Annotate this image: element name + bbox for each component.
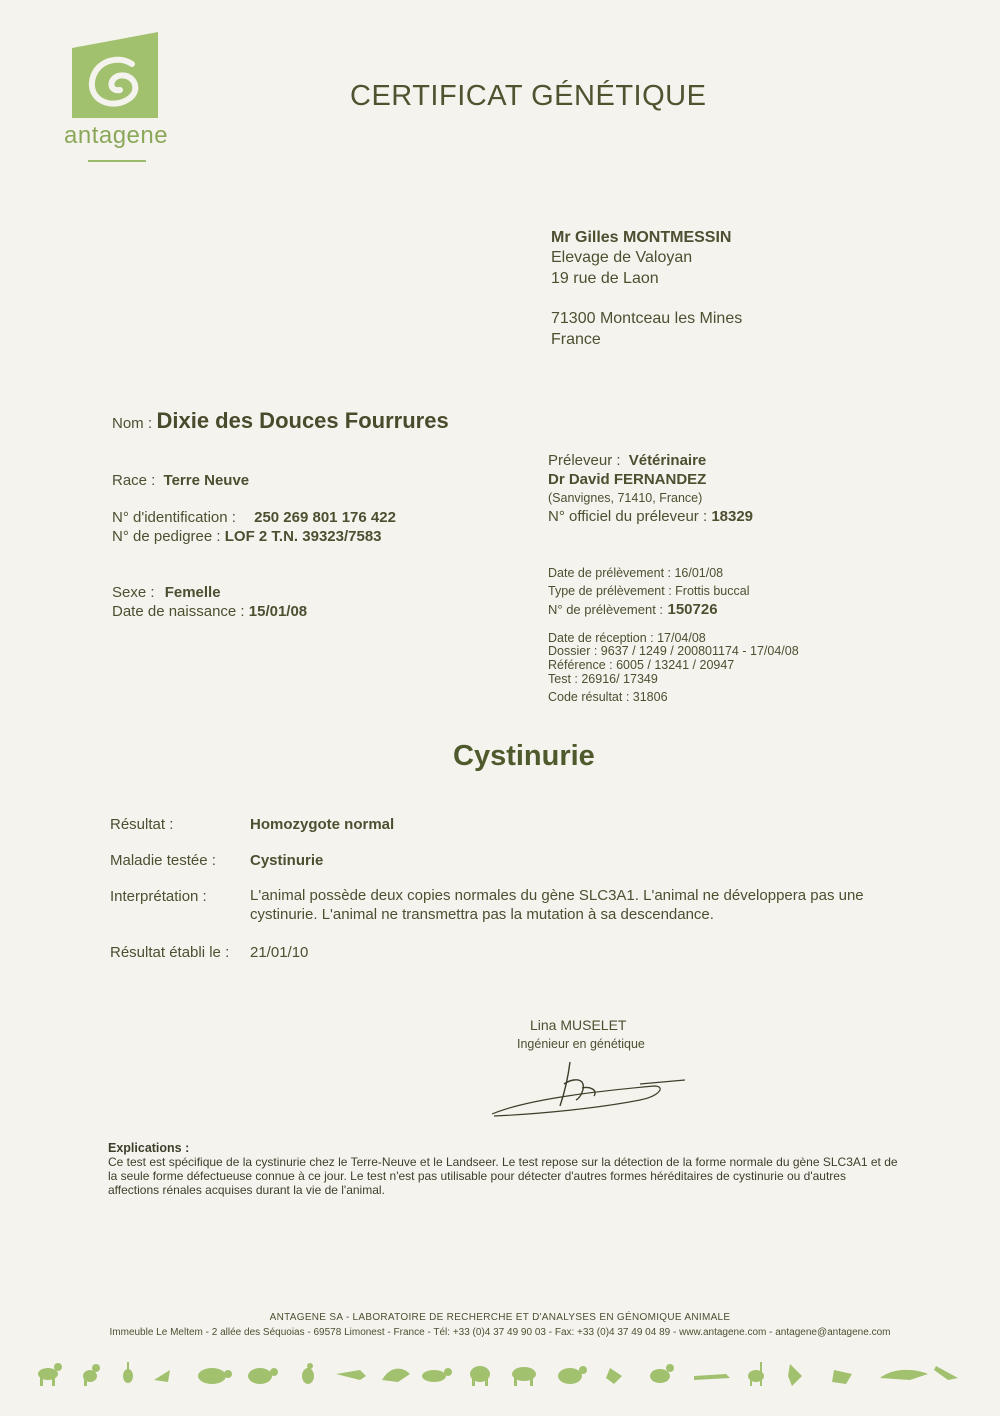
preleveur-label: Préleveur : [548, 452, 621, 469]
interpretation-line1: L'animal possède deux copies normales du gène SLC3A1. L'animal ne développera pas une [250, 887, 864, 904]
recipient-name-prefix: Mr Gilles [551, 229, 619, 246]
logo-underline [88, 160, 146, 162]
race-value: Terre Neuve [163, 472, 250, 489]
interpretation-label: Interprétation : [110, 888, 207, 905]
recipient-line3: 71300 Montceau les Mines [551, 310, 743, 327]
nom-label: Nom : [112, 415, 153, 432]
recipient-name [551, 229, 731, 247]
preleveur-officiel-row [548, 508, 753, 525]
etabli-value: 21/01/10 [250, 944, 309, 961]
preleveur-officiel-value: 18329 [711, 508, 754, 525]
explications-line3: affections rénales acquises durant la vie de l'animal. [108, 1183, 385, 1197]
sexe-value: Femelle [164, 584, 221, 601]
recipient-line1: Elevage de Valoyan [551, 249, 693, 266]
signature-icon [490, 1058, 690, 1124]
signatory-title: Ingénieur en génétique [517, 1037, 645, 1051]
animal-silhouettes-icon [30, 1356, 970, 1392]
test: Test : 26916/ 17349 [548, 672, 658, 686]
maladie-value: Cystinurie [250, 852, 324, 869]
race-row [112, 472, 249, 489]
preleveur-type: Vétérinaire [628, 452, 707, 469]
pedigree-value: LOF 2 T.N. 39323/7583 [224, 528, 382, 545]
footer-company: ANTAGENE SA - LABORATOIRE DE RECHERCHE ET D'ANALYSES EN GÉNOMIQUE ANIMALE [269, 1312, 731, 1323]
reference: Référence : 6005 / 13241 / 20947 [548, 658, 735, 672]
nom-value: Dixie des Douces Fourrures [156, 408, 449, 433]
preleveur-officiel-label: N° officiel du préleveur : [548, 508, 708, 525]
signatory-name: Lina MUSELET [530, 1017, 627, 1033]
sexe-row [112, 584, 221, 601]
naissance-value: 15/01/08 [248, 603, 308, 620]
interpretation-line2: cystinurie. L'animal ne transmettra pas la mutation à sa descendance. [250, 906, 714, 923]
recipient-line2: 19 rue de Laon [551, 270, 659, 287]
explications-title: Explications : [108, 1141, 190, 1155]
num-prelevement-row [548, 601, 718, 619]
naissance-row [112, 603, 307, 620]
date-reception: Date de réception : 17/04/08 [548, 631, 706, 645]
footer-address: Immeuble Le Meltem - 2 allée des Séquoias - 69578 Limonest - France - Tél: +33 (0)4 37 49 90 03 - Fax: +33 (0)4 37 49 04 89 - www.antagene.com - antagene@antagene.com [109, 1327, 891, 1338]
code-resultat: Code résultat : 31806 [548, 690, 668, 704]
recipient-name-last: MONTMESSIN [623, 229, 732, 246]
type-prelevement: Type de prélèvement : Frottis buccal [548, 584, 750, 598]
disease-heading: Cystinurie [453, 740, 595, 772]
page-title: CERTIFICAT GÉNÉTIQUE [350, 80, 707, 112]
pedigree-label: N° de pedigree : [112, 528, 221, 545]
resultat-value: Homozygote normal [250, 816, 395, 833]
explications-line2: la seule forme défectueuse connue à ce jour. Le test n'est pas utilisable pour détecter d'autres formes héréditaires de cystinurie ou d'autres [108, 1169, 846, 1183]
sexe-label: Sexe : [112, 584, 155, 601]
ident-value: 250 269 801 176 422 [254, 509, 396, 526]
recipient-line4: France [551, 331, 601, 348]
num-prelevement-label: N° de prélèvement : [548, 602, 664, 617]
resultat-label: Résultat : [110, 816, 174, 833]
preleveur-row [548, 452, 706, 469]
etabli-label: Résultat établi le : [110, 944, 230, 961]
maladie-label: Maladie testée : [110, 852, 216, 869]
nom-row [112, 408, 449, 434]
num-prelevement-value: 150726 [667, 601, 718, 618]
pedigree-row [112, 528, 382, 545]
explications-line1: Ce test est spécifique de la cystinurie chez le Terre-Neuve et le Landseer. Le test repose sur la détection de la forme normale du gène SLC3A1 et de [108, 1155, 898, 1169]
preleveur-location: (Sanvignes, 71410, France) [548, 491, 703, 505]
dossier: Dossier : 9637 / 1249 / 200801174 - 17/04/08 [548, 644, 799, 658]
date-prelevement: Date de prélèvement : 16/01/08 [548, 566, 724, 580]
preleveur-name: Dr David FERNANDEZ [548, 471, 707, 488]
ident-row [112, 509, 396, 526]
naissance-label: Date de naissance : [112, 603, 245, 620]
logo-text: antagene [64, 122, 169, 149]
race-label: Race : [112, 472, 156, 489]
ident-label: N° d'identification : [112, 509, 236, 526]
